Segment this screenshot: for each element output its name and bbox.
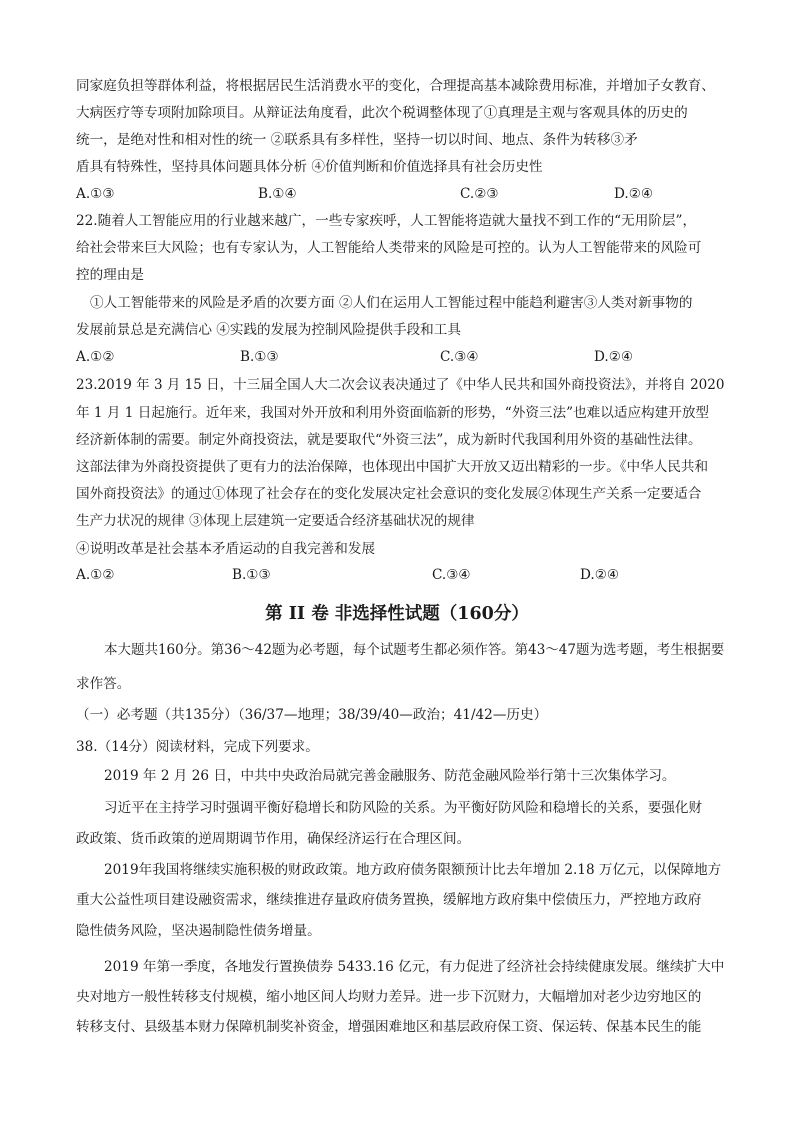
- q22-option-c: C.③④: [440, 349, 479, 365]
- q38-para-line-8: 央对地方一般性转移支付规模，缩小地区间人均财力差异。进一步下沉财力，大幅增加对老少边穷地区的: [76, 989, 702, 1005]
- q38-para-line-3: 政政策、货币政策的逆周期调节作用，确保经济运行在合理区间。: [76, 831, 471, 847]
- q22-line-4: ①人工智能带来的风险是矛盾的次要方面 ②人们在运用人工智能过程中能趋利避害③人类对新事物的: [90, 295, 693, 311]
- q38-para-line-6: 隐性债务风险，坚决遏制隐性债务增量。: [76, 923, 321, 939]
- q23-option-b: B.①③: [232, 567, 271, 583]
- q23-option-a: A.①②: [76, 567, 115, 583]
- q21-line-1: 同家庭负担等群体利益，将根据居民生活消费水平的变化，合理提高基本减除费用标准，并增加子女教育、: [76, 78, 715, 94]
- q23-line-2: 年 1 月 1 日起施行。近年来，我国对外开放和利用外资面临新的形势，“外资三法”也难以适应构建开放型: [76, 405, 710, 421]
- q22-line-3: 控的理由是: [76, 267, 144, 283]
- q23-option-d: D.②④: [580, 567, 620, 583]
- q22-option-d: D.②④: [594, 349, 634, 365]
- section-intro-line-1: 本大题共160分。第36～42题为必考题，每个试题考生都必须作答。第43～47题为选考题，考生根据要: [104, 642, 725, 658]
- q23-line-1: 23.2019 年 3 月 15 日，十三届全国人大二次会议表决通过了《中华人民共和国外商投资法》，并将自 2020: [76, 377, 725, 393]
- q21-option-b: B.①④: [258, 186, 297, 202]
- q22-line-5: 发展前景总是充满信心 ④实践的发展为控制风险提供手段和工具: [76, 322, 461, 338]
- q23-line-4: 这部法律为外商投资提供了更有力的法治保障，也体现出中国扩大开放又迈出精彩的一步。《中华人民共和: [76, 459, 709, 475]
- q38-para-line-7: 2019 年第一季度，各地发行置换债券 5433.16 亿元，有力促进了经济社会持续健康发展。继续扩大中: [104, 959, 725, 975]
- q21-line-4: 盾具有特殊性，坚持具体问题具体分析 ④价值判断和价值选择具有社会历史性: [76, 159, 543, 175]
- q21-option-a: A.①③: [76, 186, 115, 202]
- q21-line-2: 大病医疗等专项附加除项目。从辩证法角度看，此次个税调整体现了①真理是主观与客观具体的历史的: [76, 105, 688, 121]
- q23-line-5: 国外商投资法》的通过①体现了社会存在的变化发展决定社会意识的变化发展②体现生产关系一定要适合: [76, 486, 702, 502]
- q22-option-a: A.①②: [76, 349, 115, 365]
- q23-option-c: C.③④: [432, 567, 471, 583]
- q38-para-line-1: 2019 年 2 月 26 日，中共中央政治局就完善金融服务、防范金融风险举行第十三次集体学习。: [104, 768, 676, 784]
- q38-para-line-9: 转移支付、县级基本财力保障机制奖补资金，增强困难地区和基层政府保工资、保运转、保基本民生的能: [76, 1019, 702, 1035]
- q23-line-3: 经济新体制的需要。制定外商投资法，就是要取代“外资三法”，成为新时代我国利用外资的基础性法律。: [76, 432, 702, 448]
- q23-line-6: 生产力状况的规律 ③体现上层建筑一定要适合经济基础状况的规律: [76, 513, 475, 529]
- section-title: [0, 602, 794, 626]
- q21-option-d: D.②④: [614, 186, 654, 202]
- q22-line-1: 22.随着人工智能应用的行业越来越广，一些专家疾呼，人工智能将造就大量找不到工作的“无用阶层”，: [76, 213, 697, 229]
- q21-line-3: 统一，是绝对性和相对性的统一 ②联系具有多样性，坚持一切以时间、地点、条件为转移③矛: [76, 132, 638, 148]
- required-questions-heading: （一）必考题（共135分）（36/37—地理；38/39/40—政治；41/42—历史）: [76, 707, 548, 723]
- section-title-text: 第 II 卷 非选择性试题（160分）: [265, 604, 529, 624]
- q38-para-line-4: 2019年我国将继续实施积极的财政政策。地方政府债务限额预计比去年增加 2.18 万亿元，以保障地方: [104, 862, 722, 878]
- q38-para-line-2: 习近平在主持学习时强调平衡好稳增长和防风险的关系。为平衡好防风险和稳增长的关系，要强化财: [104, 800, 703, 816]
- q38-para-line-5: 重大公益性项目建设融资需求，继续推进存量政府债务置换，缓解地方政府集中偿债压力，严控地方政府: [76, 892, 702, 908]
- q21-option-c: C.②③: [460, 186, 499, 202]
- q38-heading: 38.（14分）阅读材料，完成下列要求。: [76, 739, 319, 755]
- q22-line-2: 给社会带来巨大风险；也有专家认为，人工智能给人类带来的风险是可控的。认为人工智能带来的风险可: [76, 240, 702, 256]
- q23-line-7: ④说明改革是社会基本矛盾运动的自我完善和发展: [76, 541, 376, 557]
- q22-option-b: B.①③: [240, 349, 279, 365]
- section-intro-line-2: 求作答。: [76, 676, 131, 692]
